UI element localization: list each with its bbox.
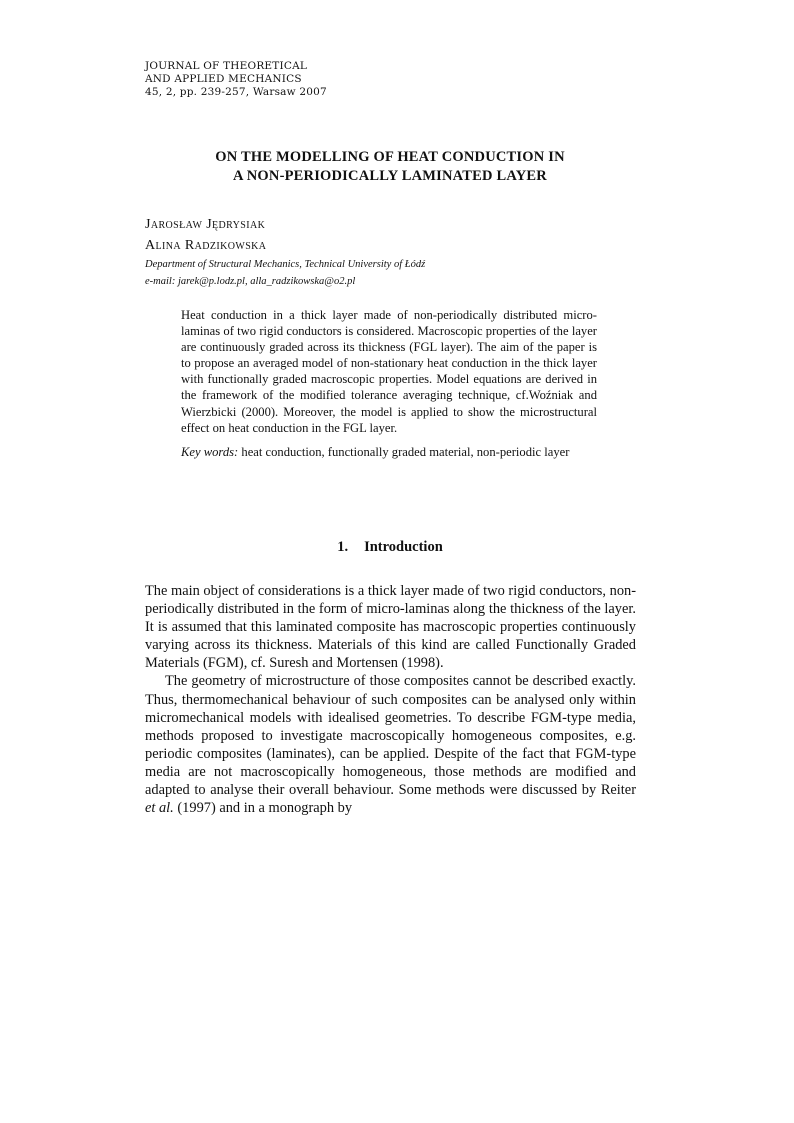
journal-volume-info: 45, 2, pp. 239-257, Warsaw 2007 <box>145 86 327 98</box>
email-line: e-mail: jarek@p.lodz.pl, alla_radzikowska@o2.pl <box>145 276 356 287</box>
paragraph: The main object of considerations is a thick layer made of two rigid conductors, non-periodically distributed in the form of micro-laminas along the thickness of the layer. It is assumed that this laminated composite has macroscopic properties continuously varying across its thickness. Materials of this kind are called Functionally Graded Materials (FGM), cf. Suresh and Mortensen (1998). <box>145 583 636 672</box>
paper-title-line2: A NON-PERIODICALLY LAMINATED LAYER <box>233 168 547 184</box>
paper-title-line1: ON THE MODELLING OF HEAT CONDUCTION IN <box>215 149 565 165</box>
abstract-text: Heat conduction in a thick layer made of non-periodically distributed micro-laminas of two rigid conductors is considered. Macroscopic properties of the layer are continuously graded across its thickness (FGL layer). The aim of the paper is to propose an averaged model of non-stationary heat conduction in the thick layer with functionally graded macroscopic properties. Model equations are derived in the framework of the modified tolerance averaging technique, cf.Woźniak and Wierzbicki (2000). Moreover, the model is applied to show the microstructural effect on heat conduction in the FGL layer. <box>181 308 597 435</box>
abstract <box>181 307 597 460</box>
paragraph-text: The geometry of microstructure of those composites cannot be described exactly. Thus, thermomechanical behaviour of such composites can be analysed only within micromechanical models with idealised geometries. To describe FGM-type media, methods proposed to investigate macroscopically homogeneous composites, e.g. periodic composites (laminates), can be applied. Despite of the fact that FGM-type media are not macroscopically homogeneous, those methods are modified and adapted to analyse their overall behaviour. Some methods were discussed by Reiter <box>145 673 636 799</box>
et-al: et al. <box>145 800 174 817</box>
paragraph-text-end: (1997) and in a monograph by <box>177 800 353 817</box>
journal-name-line2: AND APPLIED MECHANICS <box>145 73 302 85</box>
keywords-label: Key words: <box>181 444 239 459</box>
paragraph <box>145 672 636 817</box>
affiliation: Department of Structural Mechanics, Technical University of Łódź <box>145 259 426 270</box>
section-number: 1. <box>337 539 349 555</box>
body-text <box>145 582 636 817</box>
paper-title <box>145 148 635 186</box>
keywords-text: heat conduction, functionally graded material, non-periodic layer <box>241 444 570 459</box>
keywords <box>181 444 597 460</box>
author-name: Jarosław Jędrysiak <box>145 217 266 232</box>
affiliation-block <box>145 256 425 290</box>
author-name: Alina Radzikowska <box>145 238 267 253</box>
section-heading <box>145 539 635 556</box>
journal-name-line1: JOURNAL OF THEORETICAL <box>145 60 308 72</box>
section-title: Introduction <box>364 539 443 555</box>
journal-header <box>145 60 327 99</box>
author-list <box>145 214 266 256</box>
